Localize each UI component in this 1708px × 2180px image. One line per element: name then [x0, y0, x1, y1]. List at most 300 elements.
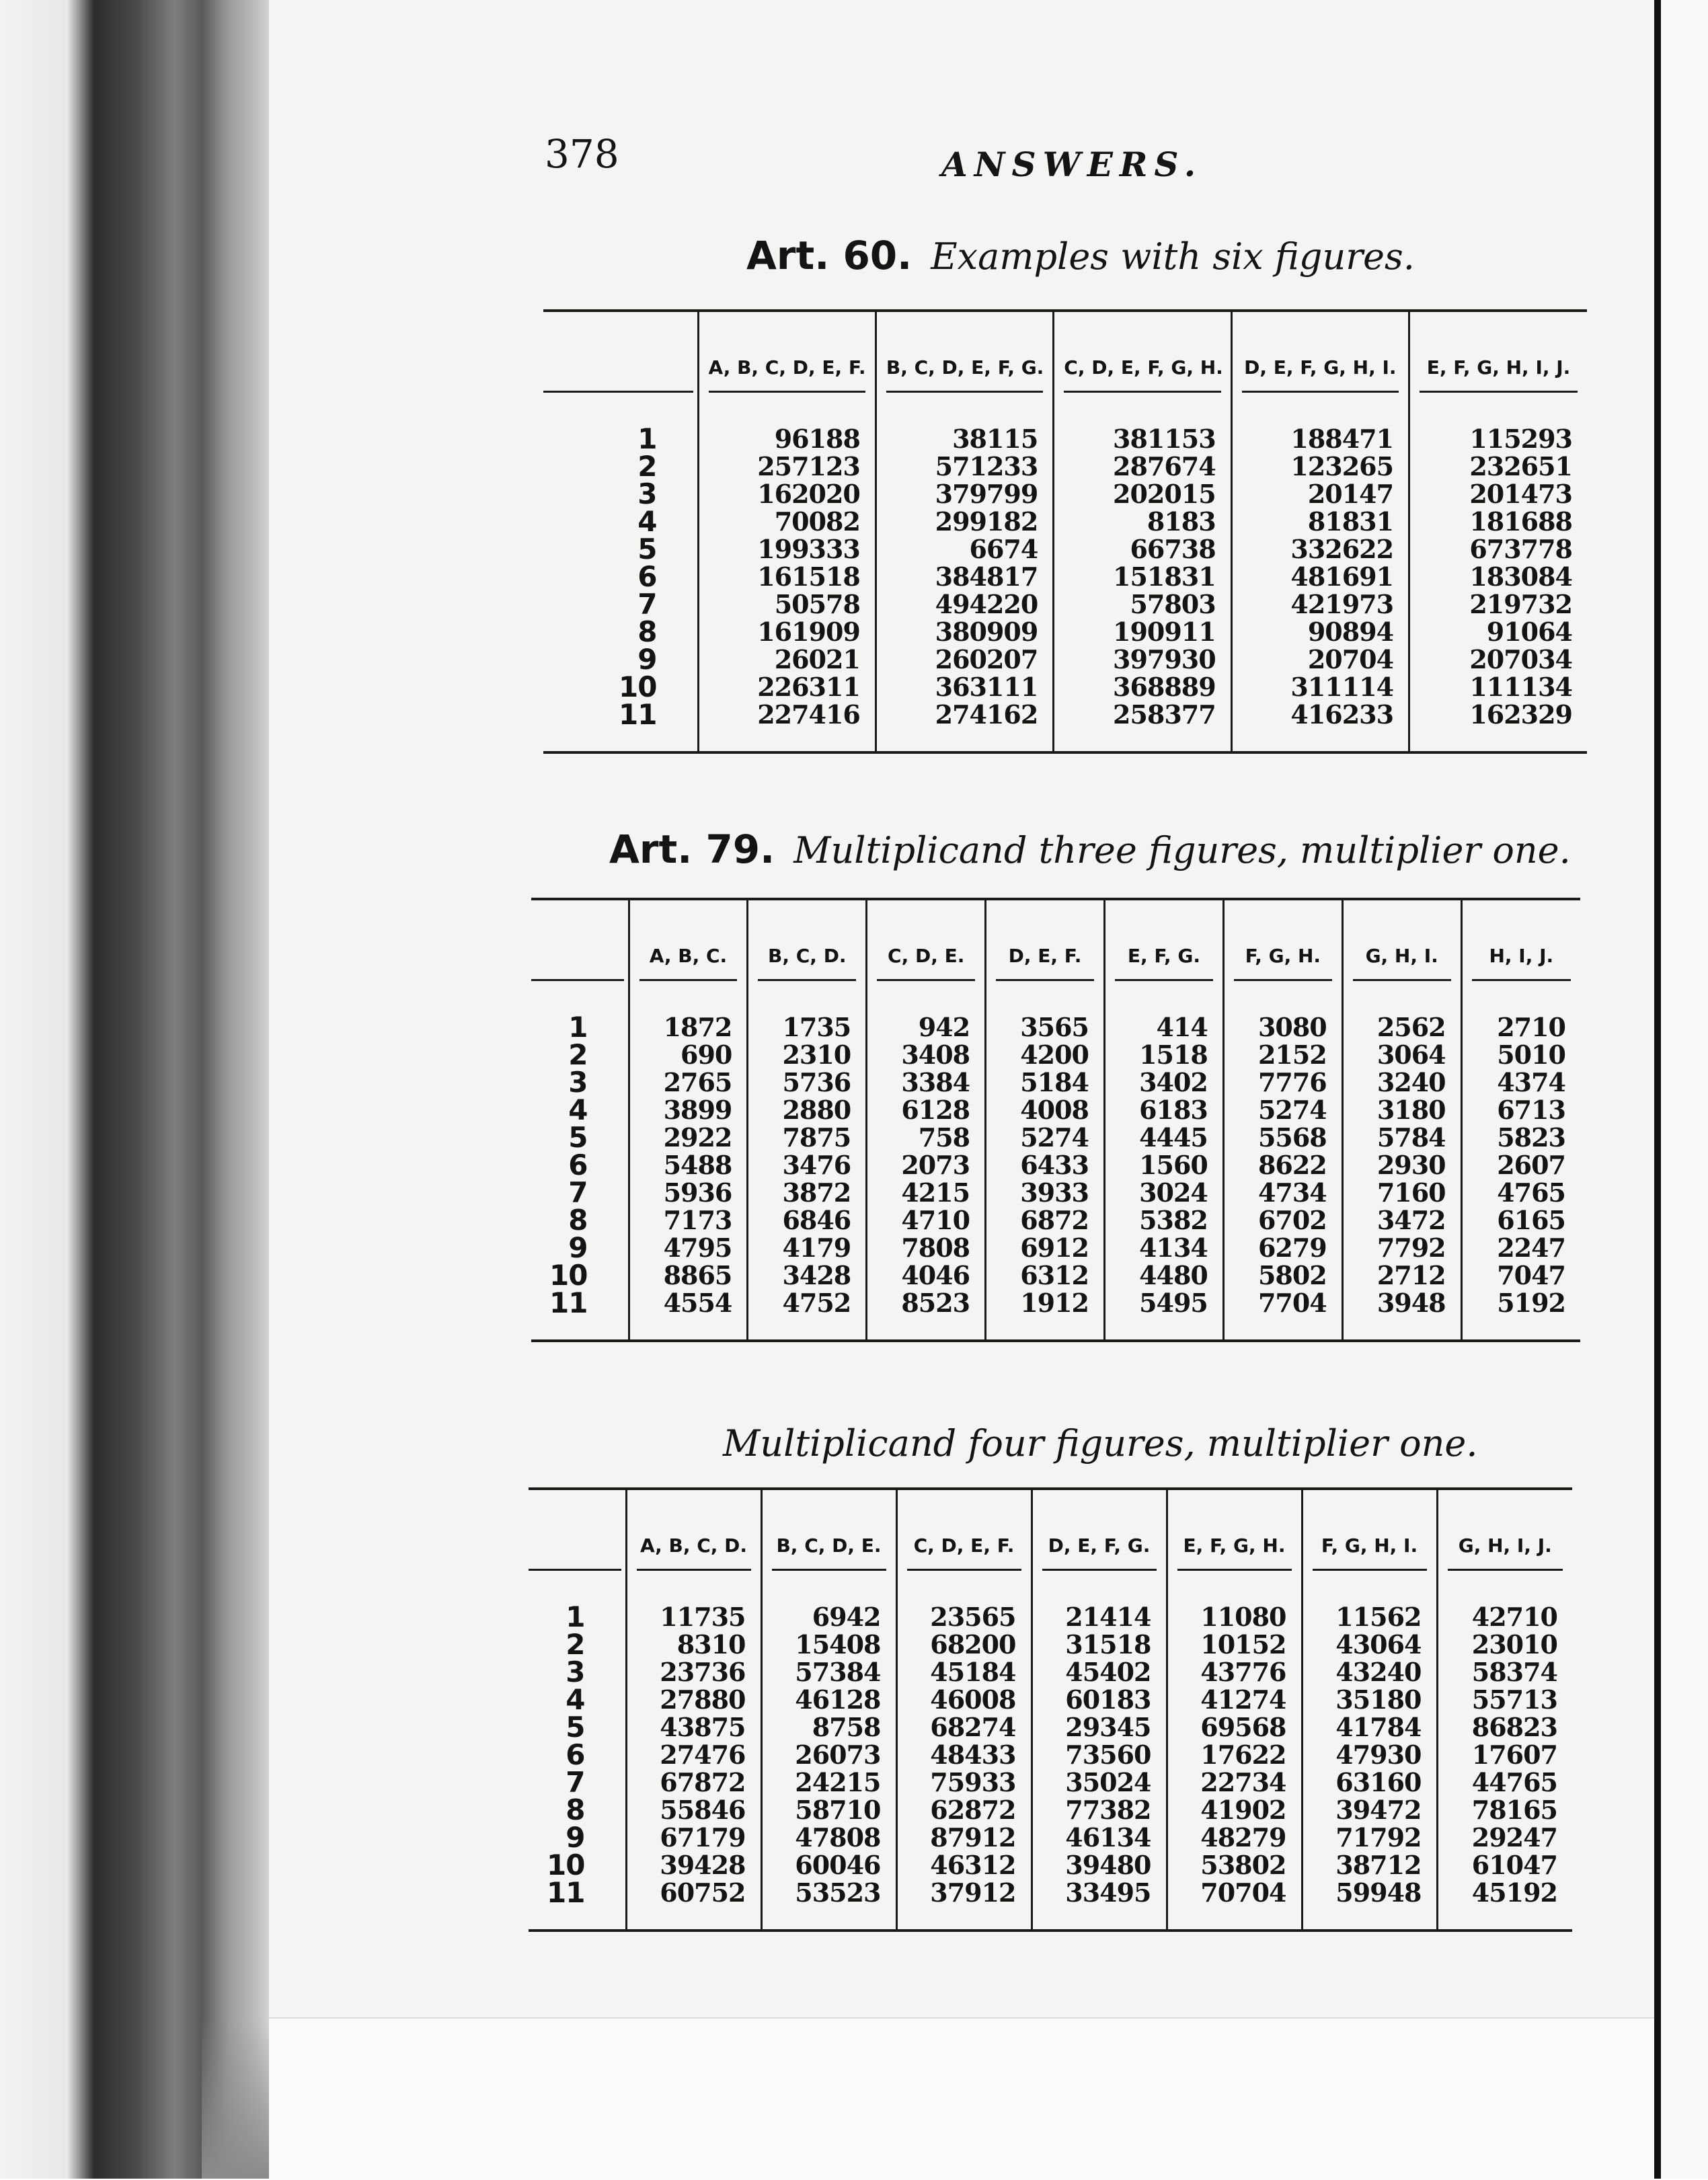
answer-value: 4445	[1105, 1124, 1224, 1151]
answers-table-four-figures	[529, 1487, 1572, 1932]
column-header-label: C, D, E.	[877, 945, 975, 981]
table-row	[543, 646, 1587, 673]
section-title-art-79	[609, 826, 1571, 873]
answer-value: 43875	[626, 1713, 761, 1741]
answer-value: 2712	[1342, 1261, 1461, 1289]
answer-value: 69568	[1167, 1713, 1302, 1741]
answer-value: 61047	[1437, 1851, 1572, 1879]
answer-value: 39428	[626, 1851, 761, 1879]
table-row	[543, 618, 1587, 646]
answer-value: 62872	[896, 1796, 1032, 1824]
table-row	[529, 1713, 1572, 1741]
column-header-label: H, I, J.	[1472, 945, 1571, 981]
answer-value: 45192	[1437, 1879, 1572, 1931]
column-header-label: C, D, E, F.	[907, 1534, 1021, 1571]
column-header-label: F, G, H, I.	[1313, 1534, 1427, 1571]
answer-value: 20147	[1231, 480, 1409, 508]
answer-value: 161518	[698, 563, 876, 590]
answer-value: 2765	[629, 1068, 748, 1096]
table-row	[543, 508, 1587, 535]
section-title-four-figures	[723, 1419, 1477, 1466]
answer-value: 151831	[1054, 563, 1231, 590]
row-number: 3	[566, 1656, 585, 1688]
column-header-label: B, C, D, E.	[772, 1534, 886, 1571]
answer-value: 67872	[626, 1768, 761, 1796]
answer-value: 2710	[1461, 1013, 1580, 1041]
answer-value: 227416	[698, 701, 876, 752]
table-row	[531, 1261, 1580, 1289]
answer-value: 71792	[1302, 1824, 1437, 1851]
answer-value: 4046	[867, 1261, 986, 1289]
answer-value: 57384	[761, 1658, 896, 1686]
row-number: 7	[637, 588, 657, 621]
section-description: Multiplicand four figures, multiplier one.	[723, 1422, 1478, 1465]
answer-value: 43064	[1302, 1631, 1437, 1658]
answer-value: 3240	[1342, 1068, 1461, 1096]
table-header-row	[543, 311, 1587, 393]
answer-value: 260207	[876, 646, 1053, 673]
answer-value: 7808	[867, 1234, 986, 1261]
table-row	[531, 1013, 1580, 1041]
answer-value: 90894	[1231, 618, 1409, 646]
column-header	[986, 899, 1105, 981]
answer-value: 6433	[986, 1151, 1105, 1179]
answer-value: 66738	[1054, 535, 1231, 563]
row-number-header	[529, 1489, 626, 1571]
table-row	[529, 1796, 1572, 1824]
row-number: 5	[568, 1121, 588, 1154]
table-row	[529, 1824, 1572, 1851]
answer-value: 22734	[1167, 1768, 1302, 1796]
row-number: 7	[566, 1766, 585, 1799]
table-row	[531, 1041, 1580, 1068]
answer-value: 181688	[1409, 508, 1587, 535]
answers-table-art-79	[531, 898, 1580, 1342]
column-header	[1032, 1489, 1167, 1571]
row-number: 3	[568, 1066, 588, 1099]
table-row	[543, 563, 1587, 590]
answer-value: 5010	[1461, 1041, 1580, 1068]
answer-value: 31518	[1032, 1631, 1167, 1658]
answer-value: 6279	[1223, 1234, 1342, 1261]
answer-value: 45184	[896, 1658, 1032, 1686]
answer-value: 4134	[1105, 1234, 1224, 1261]
table-row	[543, 453, 1587, 480]
answer-value: 46134	[1032, 1824, 1167, 1851]
answer-value: 188471	[1231, 425, 1409, 453]
answer-value: 571233	[876, 453, 1053, 480]
column-header-label: A, B, C.	[639, 945, 738, 981]
table-row	[531, 1124, 1580, 1151]
column-header-label: G, H, I, J.	[1448, 1534, 1563, 1571]
answer-value: 45402	[1032, 1658, 1167, 1686]
column-header-label: B, C, D.	[758, 945, 856, 981]
answer-value: 5936	[629, 1179, 748, 1206]
answer-value: 53523	[761, 1879, 896, 1931]
answer-value: 6165	[1461, 1206, 1580, 1234]
answer-value: 87912	[896, 1824, 1032, 1851]
answer-value: 6942	[761, 1603, 896, 1631]
answer-value: 232651	[1409, 453, 1587, 480]
answer-value: 5736	[748, 1068, 867, 1096]
answer-value: 6912	[986, 1234, 1105, 1261]
answer-value: 162329	[1409, 701, 1587, 752]
column-header	[1223, 899, 1342, 981]
answer-value: 494220	[876, 590, 1053, 618]
table-row	[531, 1068, 1580, 1096]
answer-value: 5382	[1105, 1206, 1224, 1234]
table-row	[529, 1879, 1572, 1931]
answer-value: 2073	[867, 1151, 986, 1179]
row-number-header	[543, 311, 698, 393]
row-number: 1	[568, 1011, 588, 1044]
adjacent-page-edge	[1661, 0, 1708, 2179]
answer-value: 78165	[1437, 1796, 1572, 1824]
table-row	[529, 1603, 1572, 1631]
table-spacer-row	[529, 1571, 1572, 1603]
answer-value: 421973	[1231, 590, 1409, 618]
table-row	[543, 535, 1587, 563]
answer-value: 183084	[1409, 563, 1587, 590]
answer-value: 2880	[748, 1096, 867, 1124]
answer-value: 2607	[1461, 1151, 1580, 1179]
table-row	[529, 1741, 1572, 1768]
column-header	[626, 1489, 761, 1571]
column-header-label: E, F, G.	[1115, 945, 1213, 981]
column-header	[896, 1489, 1032, 1571]
column-header-label: C, D, E, F, G, H.	[1064, 356, 1220, 393]
table-header-row	[531, 899, 1580, 981]
answer-value: 73560	[1032, 1741, 1167, 1768]
answer-value: 414	[1105, 1013, 1224, 1041]
answer-value: 299182	[876, 508, 1053, 535]
row-number: 5	[637, 533, 657, 566]
answer-value: 7173	[629, 1206, 748, 1234]
answer-value: 5274	[1223, 1096, 1342, 1124]
answer-value: 7704	[1223, 1289, 1342, 1341]
column-header	[1167, 1489, 1302, 1571]
row-number: 11	[619, 698, 657, 731]
answer-value: 58374	[1437, 1658, 1572, 1686]
answer-value: 4752	[748, 1289, 867, 1341]
column-header	[748, 899, 867, 981]
table-row	[531, 1206, 1580, 1234]
answer-value: 2310	[748, 1041, 867, 1068]
answer-value: 4374	[1461, 1068, 1580, 1096]
answer-value: 3180	[1342, 1096, 1461, 1124]
answer-value: 4795	[629, 1234, 748, 1261]
answer-value: 384817	[876, 563, 1053, 590]
row-number: 4	[637, 505, 657, 538]
answer-value: 3476	[748, 1151, 867, 1179]
row-number: 10	[619, 670, 657, 703]
answer-value: 1518	[1105, 1041, 1224, 1068]
answer-value: 23565	[896, 1603, 1032, 1631]
answer-value: 380909	[876, 618, 1053, 646]
answer-value: 81831	[1231, 508, 1409, 535]
column-header-label: D, E, F.	[996, 945, 1094, 981]
column-header-label: B, C, D, E, F, G.	[886, 356, 1043, 393]
column-header	[1461, 899, 1580, 981]
answer-value: 86823	[1437, 1713, 1572, 1741]
column-header	[629, 899, 748, 981]
column-header	[1342, 899, 1461, 981]
answer-value: 226311	[698, 673, 876, 701]
table-row	[529, 1631, 1572, 1658]
answer-value: 17622	[1167, 1741, 1302, 1768]
answer-value: 42710	[1437, 1603, 1572, 1631]
answer-value: 58710	[761, 1796, 896, 1824]
table-row	[531, 1234, 1580, 1261]
row-number: 9	[568, 1231, 588, 1264]
answer-value: 4179	[748, 1234, 867, 1261]
row-number: 6	[637, 560, 657, 593]
answer-value: 15408	[761, 1631, 896, 1658]
article-number: Art. 79.	[609, 826, 775, 872]
answer-value: 75933	[896, 1768, 1032, 1796]
answer-value: 53802	[1167, 1851, 1302, 1879]
column-header	[1054, 311, 1231, 393]
row-number: 8	[568, 1204, 588, 1237]
answer-value: 70082	[698, 508, 876, 535]
answer-value: 60183	[1032, 1686, 1167, 1713]
answer-value: 4008	[986, 1096, 1105, 1124]
answer-value: 201473	[1409, 480, 1587, 508]
column-header	[1105, 899, 1224, 981]
answer-value: 8865	[629, 1261, 748, 1289]
answer-value: 3402	[1105, 1068, 1224, 1096]
table-row	[543, 590, 1587, 618]
answer-value: 7160	[1342, 1179, 1461, 1206]
column-header	[1437, 1489, 1572, 1571]
answer-value: 381153	[1054, 425, 1231, 453]
article-number: Art. 60.	[746, 233, 913, 278]
table-row	[543, 673, 1587, 701]
answer-value: 4480	[1105, 1261, 1224, 1289]
answer-value: 7875	[748, 1124, 867, 1151]
answer-value: 1560	[1105, 1151, 1224, 1179]
answer-value: 11562	[1302, 1603, 1437, 1631]
column-header-label: A, B, C, D, E, F.	[709, 356, 865, 393]
answer-value: 2562	[1342, 1013, 1461, 1041]
answer-value: 6312	[986, 1261, 1105, 1289]
answer-value: 4710	[867, 1206, 986, 1234]
page-bottom-edge	[269, 2017, 1654, 2180]
row-number: 9	[566, 1821, 585, 1854]
column-header-label: D, E, F, G, H, I.	[1242, 356, 1399, 393]
answer-value: 17607	[1437, 1741, 1572, 1768]
answer-value: 50578	[698, 590, 876, 618]
column-header-label: E, F, G, H.	[1177, 1534, 1292, 1571]
answer-value: 2152	[1223, 1041, 1342, 1068]
row-number: 7	[568, 1176, 588, 1209]
answer-value: 4734	[1223, 1179, 1342, 1206]
answer-value: 202015	[1054, 480, 1231, 508]
answer-value: 38115	[876, 425, 1053, 453]
answer-value: 7047	[1461, 1261, 1580, 1289]
answer-value: 63160	[1302, 1768, 1437, 1796]
answer-value: 5802	[1223, 1261, 1342, 1289]
answer-value: 5274	[986, 1124, 1105, 1151]
row-number: 4	[566, 1683, 585, 1716]
answer-value: 5184	[986, 1068, 1105, 1096]
row-number: 5	[566, 1711, 585, 1744]
answer-value: 39472	[1302, 1796, 1437, 1824]
answer-value: 8183	[1054, 508, 1231, 535]
row-number: 2	[566, 1628, 585, 1661]
answer-value: 123265	[1231, 453, 1409, 480]
answer-value: 44765	[1437, 1768, 1572, 1796]
table-row	[531, 1179, 1580, 1206]
answer-value: 3899	[629, 1096, 748, 1124]
answer-value: 8523	[867, 1289, 986, 1341]
answer-value: 287674	[1054, 453, 1231, 480]
book-binding-shadow	[0, 0, 269, 2179]
answer-value: 29345	[1032, 1713, 1167, 1741]
answers-table-art-60	[543, 309, 1587, 754]
row-number: 6	[568, 1149, 588, 1181]
answer-value: 8622	[1223, 1151, 1342, 1179]
section-description: Examples with six figures.	[931, 235, 1415, 278]
answer-value: 3565	[986, 1013, 1105, 1041]
answer-value: 27476	[626, 1741, 761, 1768]
answer-value: 942	[867, 1013, 986, 1041]
answer-value: 6846	[748, 1206, 867, 1234]
answer-value: 2930	[1342, 1151, 1461, 1179]
column-header-label: E, F, G, H, I, J.	[1420, 356, 1578, 393]
answer-value: 219732	[1409, 590, 1587, 618]
column-header-label: F, G, H.	[1234, 945, 1332, 981]
answer-value: 23010	[1437, 1631, 1572, 1658]
answer-value: 70704	[1167, 1879, 1302, 1931]
answer-value: 6872	[986, 1206, 1105, 1234]
column-header	[867, 899, 986, 981]
answer-value: 77382	[1032, 1796, 1167, 1824]
running-head: ANSWERS.	[941, 145, 1203, 184]
answer-value: 6183	[1105, 1096, 1224, 1124]
answer-value: 48279	[1167, 1824, 1302, 1851]
answer-value: 162020	[698, 480, 876, 508]
answer-value: 43240	[1302, 1658, 1437, 1686]
answer-value: 24215	[761, 1768, 896, 1796]
answer-value: 379799	[876, 480, 1053, 508]
answer-value: 10152	[1167, 1631, 1302, 1658]
answer-value: 111134	[1409, 673, 1587, 701]
answer-value: 7776	[1223, 1068, 1342, 1096]
table-row	[543, 425, 1587, 453]
answer-value: 41784	[1302, 1713, 1437, 1741]
row-number: 3	[637, 477, 657, 510]
answer-value: 38712	[1302, 1851, 1437, 1879]
answer-value: 6713	[1461, 1096, 1580, 1124]
answer-value: 416233	[1231, 701, 1409, 752]
answer-value: 33495	[1032, 1879, 1167, 1931]
column-header-label: D, E, F, G.	[1042, 1534, 1157, 1571]
column-header	[1409, 311, 1587, 393]
answer-value: 4200	[986, 1041, 1105, 1068]
table-spacer-row	[531, 981, 1580, 1013]
section-description: Multiplicand three figures, multiplier one.	[793, 829, 1571, 871]
answer-value: 5823	[1461, 1124, 1580, 1151]
column-header	[1231, 311, 1409, 393]
row-number: 8	[637, 615, 657, 648]
answer-value: 363111	[876, 673, 1053, 701]
answer-value: 5495	[1105, 1289, 1224, 1341]
table-row	[529, 1686, 1572, 1713]
table-row	[529, 1768, 1572, 1796]
answer-value: 91064	[1409, 618, 1587, 646]
answer-value: 8758	[761, 1713, 896, 1741]
answer-value: 5784	[1342, 1124, 1461, 1151]
answer-value: 258377	[1054, 701, 1231, 752]
answer-value: 46312	[896, 1851, 1032, 1879]
answer-value: 190911	[1054, 618, 1231, 646]
answer-value: 39480	[1032, 1851, 1167, 1879]
answer-value: 35180	[1302, 1686, 1437, 1713]
answer-value: 48433	[896, 1741, 1032, 1768]
answer-value: 21414	[1032, 1603, 1167, 1631]
answer-value: 8310	[626, 1631, 761, 1658]
answer-value: 1872	[629, 1013, 748, 1041]
column-header	[698, 311, 876, 393]
answer-value: 7792	[1342, 1234, 1461, 1261]
table-row	[529, 1658, 1572, 1686]
answer-value: 68274	[896, 1713, 1032, 1741]
answer-value: 3933	[986, 1179, 1105, 1206]
answer-value: 55713	[1437, 1686, 1572, 1713]
row-number: 4	[568, 1093, 588, 1126]
table-row	[531, 1289, 1580, 1341]
answer-value: 5488	[629, 1151, 748, 1179]
answer-value: 47808	[761, 1824, 896, 1851]
answer-value: 3024	[1105, 1179, 1224, 1206]
answer-value: 3472	[1342, 1206, 1461, 1234]
answer-value: 43776	[1167, 1658, 1302, 1686]
answer-value: 207034	[1409, 646, 1587, 673]
table-row	[543, 480, 1587, 508]
answer-value: 4765	[1461, 1179, 1580, 1206]
answer-value: 55846	[626, 1796, 761, 1824]
answer-value: 4215	[867, 1179, 986, 1206]
table-row	[529, 1851, 1572, 1879]
answer-value: 274162	[876, 701, 1053, 752]
answer-value: 59948	[1302, 1879, 1437, 1931]
answer-value: 3408	[867, 1041, 986, 1068]
answer-value: 47930	[1302, 1741, 1437, 1768]
row-number: 8	[566, 1793, 585, 1826]
row-number: 10	[549, 1259, 588, 1292]
answer-value: 115293	[1409, 425, 1587, 453]
answer-value: 3872	[748, 1179, 867, 1206]
row-number: 11	[547, 1876, 585, 1909]
row-number: 2	[568, 1038, 588, 1071]
row-number: 11	[549, 1286, 588, 1319]
answer-value: 397930	[1054, 646, 1231, 673]
table-row	[543, 701, 1587, 752]
row-number-header	[531, 899, 629, 981]
answer-value: 41274	[1167, 1686, 1302, 1713]
answer-value: 6702	[1223, 1206, 1342, 1234]
answer-value: 96188	[698, 425, 876, 453]
answer-value: 26021	[698, 646, 876, 673]
answer-value: 57803	[1054, 590, 1231, 618]
answer-value: 3428	[748, 1261, 867, 1289]
column-header-label: A, B, C, D.	[637, 1534, 751, 1571]
answer-value: 673778	[1409, 535, 1587, 563]
table-row	[531, 1151, 1580, 1179]
answer-value: 11080	[1167, 1603, 1302, 1631]
page-right-edge	[1654, 0, 1661, 2179]
